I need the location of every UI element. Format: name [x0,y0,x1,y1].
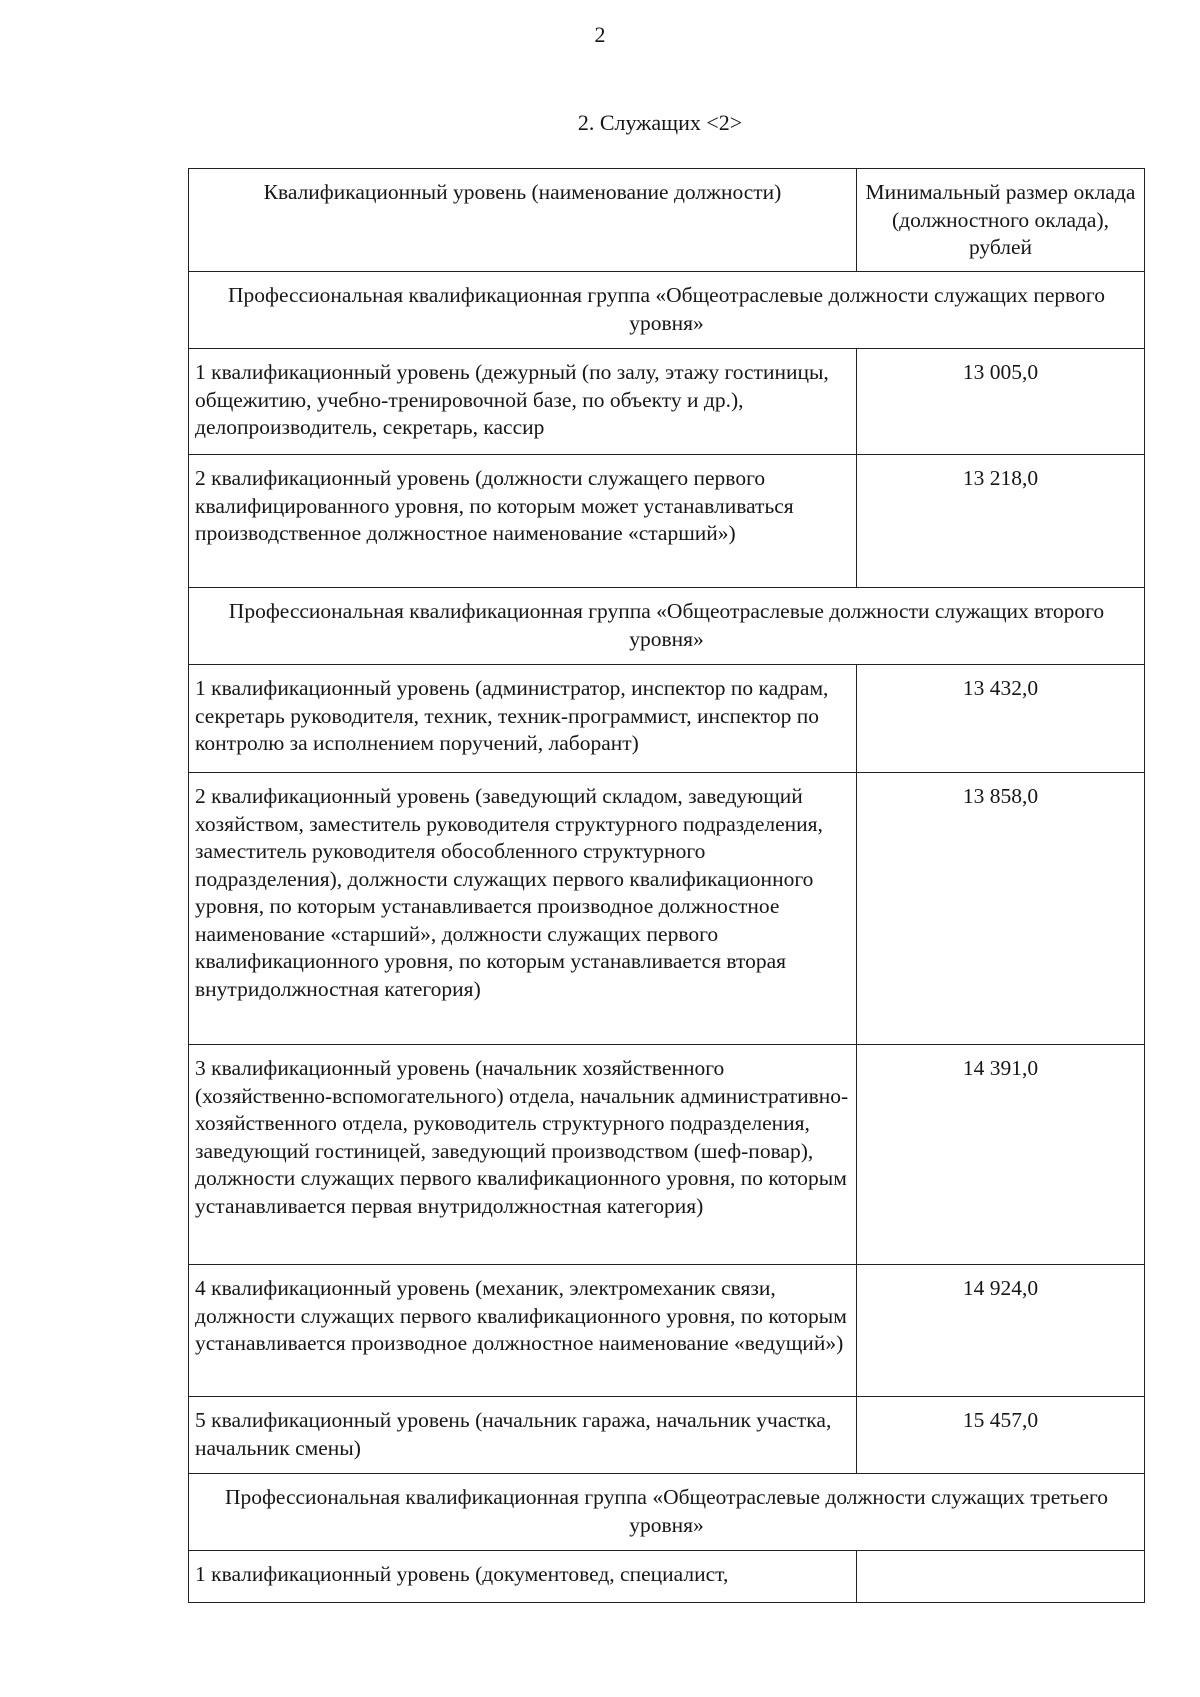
qualification-level-text: 4 квалификационный уровень (механик, электромеханик связи, должности служащих первого квалификационного уровня, по которым устанавливается производное должностное наименование «ведущий») [189,1265,857,1397]
salary-value: 13 858,0 [857,773,1145,1045]
table-row [189,665,1145,773]
group-title: Профессиональная квалификационная группа «Общеотраслевые должности служащих второго уровня» [189,588,1145,665]
salary-value: 13 432,0 [857,665,1145,773]
table-header-row [189,169,1145,272]
table-row [189,773,1145,1045]
salary-table [188,168,1145,1603]
table-row [189,349,1145,455]
table-row [189,1397,1145,1474]
salary-value: 14 391,0 [857,1045,1145,1265]
qualification-level-text: 2 квалификационный уровень (заведующий складом, заведующий хозяйством, заместитель руководителя структурного подразделения, заместитель руководителя обособленного структурного подразделения), должности служащих первого квалификационного уровня, по которым устанавливается производное должностное наименование «старший», должности служащих первого квалификационного уровня, по которым устанавливается вторая внутридолжностная категория) [189,773,857,1045]
salary-value: 15 457,0 [857,1397,1145,1474]
group-title: Профессиональная квалификационная группа «Общеотраслевые должности служащих третьего уровня» [189,1474,1145,1551]
qualification-level-text: 5 квалификационный уровень (начальник гаража, начальник участка, начальник смены) [189,1397,857,1474]
table-row [189,1551,1145,1603]
header-minimum-salary: Минимальный размер оклада (должностного оклада), рублей [857,169,1145,272]
page-number: 2 [594,22,606,47]
qualification-level-text: 1 квалификационный уровень (администратор, инспектор по кадрам, секретарь руководителя, техник, техник-программист, инспектор по контролю за исполнением поручений, лаборант) [189,665,857,773]
salary-value: 13 218,0 [857,455,1145,588]
table-row [189,1045,1145,1265]
salary-value: 13 005,0 [857,349,1145,455]
salary-value [857,1551,1145,1603]
header-qualification-level: Квалификационный уровень (наименование должности) [189,169,857,272]
qualification-level-text: 1 квалификационный уровень (дежурный (по залу, этажу гостиницы, общежитию, учебно-тренировочной базе, по объекту и др.), делопроизводитель, секретарь, кассир [189,349,857,455]
table-row [189,455,1145,588]
qualification-level-text: 1 квалификационный уровень (документовед, специалист, [189,1551,857,1603]
group-row [189,1474,1145,1551]
qualification-level-text: 3 квалификационный уровень (начальник хозяйственного (хозяйственно-вспомогательного) отдела, начальник административно-хозяйственного отдела, руководитель структурного подразделения, заведующий гостиницей, заведующий производством (шеф-повар), должности служащих первого квалификационного уровня, по которым устанавливается первая внутридолжностная категория) [189,1045,857,1265]
qualification-level-text: 2 квалификационный уровень (должности служащего первого квалифицированного уровня, по которым может устанавливаться производственное должностное наименование «старший») [189,455,857,588]
group-row [189,588,1145,665]
group-row [189,272,1145,349]
salary-value: 14 924,0 [857,1265,1145,1397]
group-title: Профессиональная квалификационная группа «Общеотраслевые должности служащих первого уровня» [189,272,1145,349]
table-row [189,1265,1145,1397]
section-title: 2. Служащих <2> [577,110,743,135]
